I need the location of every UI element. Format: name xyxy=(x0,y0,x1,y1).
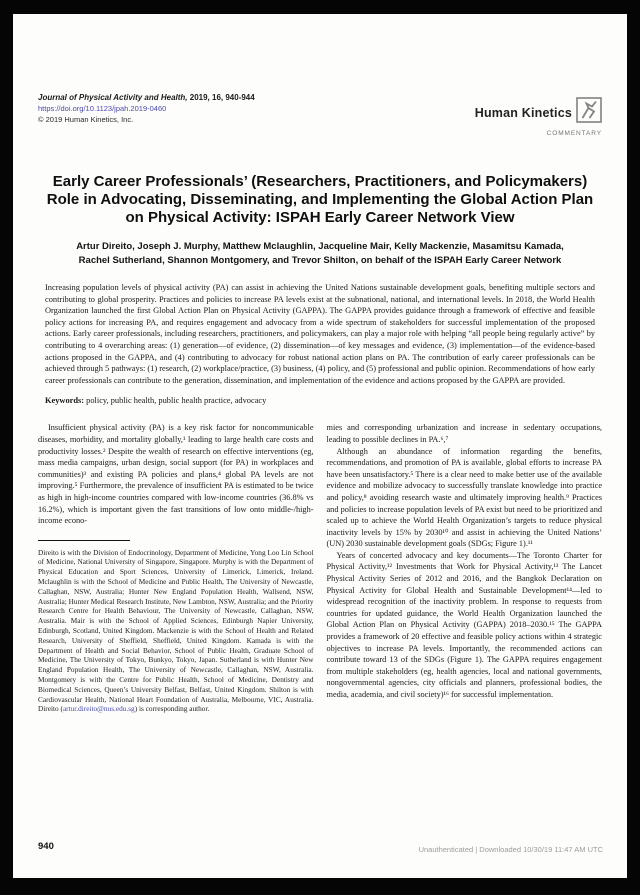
keywords-list: policy, public health, public health practice, advocacy xyxy=(84,396,267,406)
download-stamp: Unauthenticated | Downloaded 10/30/19 11:47 AM UTC xyxy=(418,845,603,854)
authors-line: Artur Direito, Joseph J. Murphy, Matthew Mclaughlin, Jacqueline Mair, Kelly Mackenzie, Masamitsu Kamada, Rachel Sutherland, Shannon Montgomery, and Trevor Shilton, on behalf of the ISPAH Early Career Network xyxy=(76,241,564,266)
article-title: Early Career Professionals’ (Researchers, Practitioners, and Policymakers) Role in Advocating, Disseminating, and Implementing the Global Action Plan on Physical Activity: ISPAH Early Career Network View xyxy=(46,173,594,226)
abstract: Increasing population levels of physical activity (PA) can assist in achieving the United Nations sustainable development goals, benefiting multiple sectors and contributing to global prosperity. Practices and policies to increase PA levels exist at the subnational, national, and international levels. In 2018, the World Health Organization launched the first Global Action Plan on Physical Activity (GAPPA). The GAPPA provides guidance through a framework of effective and feasible policy actions for increasing PA, and requires engagement and advocacy from a wide spectrum of stakeholders for successful implementation of the proposed actions. Early career professionals, including researchers, practitioners, and policymakers, can play a major role with helping “all people being regularly active” by contributing to 4 overarching areas: (1) generation—of evidence, (2) dissemination—of key messages and evidence, (3) implementation—of the evidence-based actions proposed in the GAPPA, and (4) contributing to advocacy for robust national action plans on PA. The contribution of early career professionals can be achieved through 5 pathways: (1) research, (2) workplace/practice, (3) business, (4) policy, and (5) professional and public opinion. Recommendations of how early career professionals can contribute to the generation, dissemination, and implementation of the evidence and actions proposed by the GAPPA are provided. xyxy=(45,283,595,385)
footnote-divider xyxy=(38,540,130,541)
journal-title-line xyxy=(38,93,255,103)
keywords-line xyxy=(45,396,595,405)
page-number: 940 xyxy=(38,841,54,852)
journal-name: Journal of Physical Activity and Health, xyxy=(38,93,188,102)
journal-citation xyxy=(38,93,255,125)
body-paragraph: Although an abundance of information regarding the benefits, recommendations, and promotion of PA is available, global efforts to increase PA have been unsatisfactory.⁵ There is a clear need to make better use of the available evidence and mobilize advocacy to successfully translate knowledge into practice and policy,⁸ avoiding research waste and ultimately improving health.⁹ Practices and policies to increase population levels of PA exist but need to be prioritized and scaled up to achieve the World Health Organization’s targets to reduce physical inactivity levels by 15% by 2030¹⁰ and assist in achieving the United Nations’ (UN) 2030 sustainable development goals (SDGs; Figure 1).¹¹ xyxy=(326,446,602,549)
left-column xyxy=(38,422,314,714)
article-type-label: COMMENTARY xyxy=(546,130,602,137)
body-paragraph: mies and corresponding urbanization and increase in sedentary occupations, leading to possible declines in PA.⁶,⁷ xyxy=(326,423,602,444)
body-paragraph: Insufficient physical activity (PA) is a key risk factor for noncommunicable diseases, morbidity, and mortality globally,¹ leading to large health care costs and productivity losses.² Despite the wealth of research on effective interventions (eg, mass media campaigns, urban design, social support (for PA) in workplaces and communities)³ and existing PA policies and plans,⁴ global PA levels are not improving.⁵ Furthermore, the prevalence of insufficient PA is estimated to be twice as high in high-income countries compared with low-income countries (36.8% vs 16.2%), which is important given the fast transitions of low onto middle-/high-income econo- xyxy=(38,423,314,526)
footnote-text-end: ) is corresponding author. xyxy=(134,704,210,714)
keywords-label: Keywords: xyxy=(45,396,85,406)
footnote-text: Direito is with the Division of Endocrinology, Department of Medicine, Yong Loo Lin School of Medicine, National University of Singapore, Singapore. Murphy is with the Department of Physical Education and Sport Sciences, University of Limerick, Limerick, Ireland. Mclaughlin is with the School of Medicine and Public Health, The University of Newcastle, Callaghan, NSW, Australia; Hunter New England Population Health, Wallsend, NSW, Australia; Hunter Medical Research Institute, New Lambton, NSW, Australia; and the Priority Research Centre for Health Behaviour, The University of Newcastle, Callaghan, NSW, Australia. Mair is with the School of Applied Sciences, Edinburgh Napier University, Edinburgh, Scotland, United Kingdom. Mackenzie is with the School of Health and Related Research, University of Sheffield, Sheffield, United Kingdom. Kamada is with the Department of Health and Social Behavior, School of Public Health, Graduate School of Medicine, The University of Tokyo, Bunkyo, Tokyo, Japan. Sutherland is with Hunter New England Population Health, The University of Newcastle, Callaghan, NSW, Australia. Montgomery is with the Centre for Public Health, School of Medicine, Dentistry and Biomedical Sciences, Queen’s University Belfast, Belfast, United Kingdom. Shilton is with Cardiovascular Health, National Heart Foundation of Australia, Melbourne, VIC, Australia. Direito ( xyxy=(38,547,314,714)
human-kinetics-logo-icon xyxy=(576,97,602,128)
body-columns xyxy=(38,422,602,714)
publisher-name: Human Kinetics xyxy=(474,105,572,120)
journal-page xyxy=(13,14,627,878)
publisher-block xyxy=(475,97,602,137)
author-affiliations-footnote xyxy=(38,548,314,715)
journal-issue-info: 2019, 16, 940-944 xyxy=(187,93,255,102)
masthead xyxy=(38,93,602,137)
body-paragraph: Years of concerted advocacy and key documents—The Toronto Charter for Physical Activity,¹² Investments that Work for Physical Activity,¹³ The Lancet Physical Activity Series of 2012 and 2016, and the Bangkok Declaration on Physical Activity for Global Health and Sustainable Development¹⁴—led to widespread recognition of the inactivity problem. In response to requests from countries for updated guidance, the World Health Organization launched the Global Action Plan on Physical Activity (GAPPA) 2018–2030.¹⁵ The GAPPA provides a framework of 20 effective and feasible policy actions within 4 strategic objectives to increase PA levels. Importantly, the recommended actions can contribute toward 13 of the SDGs (Figure 1). The GAPPA requires engagement from multiple stakeholders (eg, health agencies, local and national governments, nongovernmental agencies, city officials and planners, professional bodies, the media, academia, and civil society)¹⁶ for successful implementation. xyxy=(326,550,602,699)
doi-link[interactable]: https://doi.org/10.1123/jpah.2019-0460 xyxy=(38,104,167,113)
doi-line xyxy=(38,104,255,114)
email-link[interactable]: artur.direito@nus.edu.sg xyxy=(62,704,135,714)
right-column xyxy=(327,422,603,714)
copyright-line: © 2019 Human Kinetics, Inc. xyxy=(38,115,134,124)
